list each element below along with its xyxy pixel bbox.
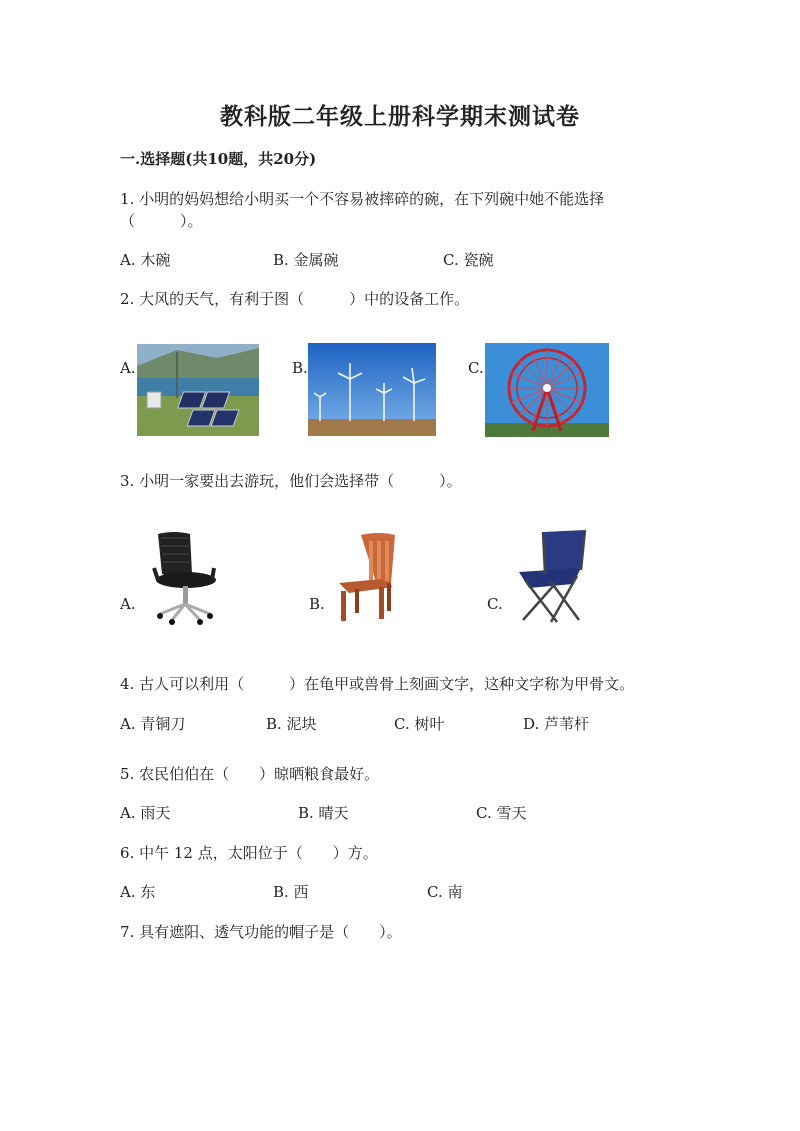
question-2-stem: 2. 大风的天气，有利于图（ ）中的设备工作。 — [120, 290, 470, 308]
q4-option-d: D. 芦苇杆 — [523, 715, 590, 733]
question-1-blank: （ ）。 — [120, 212, 203, 230]
q2-label-c: C. — [468, 359, 484, 377]
q1-option-a: A. 木碗 — [120, 251, 171, 269]
wooden-chair-photo — [335, 531, 397, 623]
wind-turbine-photo — [308, 343, 436, 436]
q3-label-a: A. — [120, 595, 136, 613]
q3-label-c: C. — [487, 595, 503, 613]
q4-option-b: B. 泥块 — [266, 715, 317, 733]
page-title: 教科版二年级上册科学期末测试卷 — [220, 103, 580, 130]
folding-chair-photo — [515, 528, 587, 626]
q4-option-c: C. 树叶 — [394, 715, 445, 733]
section-heading: 一.选择题(共10题，共20分) — [120, 150, 317, 168]
question-1-stem: 1. 小明的妈妈想给小明买一个不容易被摔碎的碗，在下列碗中她不能选择 — [120, 190, 605, 208]
office-chair-photo — [150, 530, 220, 626]
ferris-wheel-photo — [485, 343, 609, 437]
question-6-stem: 6. 中午 12 点，太阳位于（ ）方。 — [120, 844, 378, 862]
q2-label-a: A. — [120, 359, 136, 377]
q6-option-c: C. 南 — [427, 883, 463, 901]
solar-panel-photo — [137, 344, 259, 436]
q1-option-c: C. 瓷碗 — [443, 251, 494, 269]
q6-option-a: A. 东 — [120, 883, 156, 901]
q5-option-c: C. 雪天 — [476, 804, 527, 822]
q6-option-b: B. 西 — [273, 883, 309, 901]
question-7-stem: 7. 具有遮阳、透气功能的帽子是（ ）。 — [120, 923, 402, 941]
q3-label-b: B. — [309, 595, 325, 613]
q2-label-b: B. — [292, 359, 308, 377]
q1-option-b: B. 金属碗 — [273, 251, 339, 269]
question-5-stem: 5. 农民伯伯在（ ）晾晒粮食最好。 — [120, 765, 380, 783]
question-3-stem: 3. 小明一家要出去游玩，他们会选择带（ ）。 — [120, 472, 462, 490]
q5-option-b: B. 晴天 — [298, 804, 349, 822]
q5-option-a: A. 雨天 — [120, 804, 171, 822]
question-4-stem: 4. 古人可以利用（ ）在龟甲或兽骨上刻画文字，这种文字称为甲骨文。 — [120, 675, 635, 693]
q4-option-a: A. 青铜刀 — [120, 715, 186, 733]
